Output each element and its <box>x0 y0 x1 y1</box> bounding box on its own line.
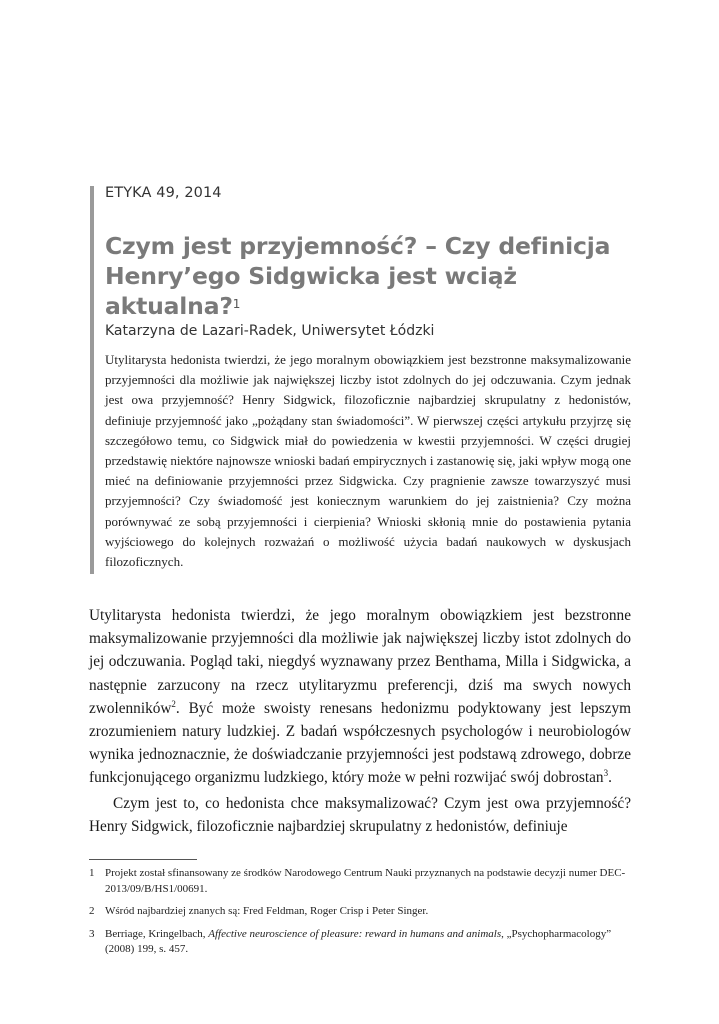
abstract: Utylitarysta hedonista twierdzi, że jego moralnym obowiązkiem jest bezstronne maksymalizowanie przyjemności dla możliwie jak największej liczby istot zdolnych do jej odczuwania. Czym jednak jest owa przyjemność? Henry Sidgwick, filozoficznie najbardziej skrupulatny z hedonistów, definiuje przyjemność jako „pożądany stan świadomości”. W pierwszej części artykułu przyjrzę się szczegółowo temu, co Sidgwick miał do powiedzenia w kwestii przyjemności. W części drugiej przedstawię niektóre najnowsze wnioski badań empirycznych i zastanowię się, jaki wpływ mogą one mieć na definiowanie przyjemności przez Sidgwicka. Czy pragnienie zawsze towarzyszyć musi przyjemności? Czy świadomość jest koniecznym warunkiem do jej zaistnienia? Czy można porównywać ze sobą przyjemności i cierpienia? Wnioski skłonią mnie do postawienia pytania wyjściowego do kolejnych rozważań o możliwość użycia badań naukowych w dyskusjach filozoficznych. <box>105 352 631 570</box>
footnote-work-title: Affective neuroscience of pleasure: reward in humans and animals <box>208 927 502 940</box>
title-footnote-ref[interactable]: 1 <box>232 297 241 311</box>
author-affiliation: Katarzyna de Lazari-Radek, Uniwersytet Łódzki <box>105 323 435 339</box>
footnote-1 <box>89 866 631 897</box>
paragraph-1 <box>89 604 631 790</box>
header-accent-bar <box>90 186 94 574</box>
footnote-number: 1 <box>89 867 95 879</box>
footnote-text: Wśród najbardziej znanych są: Fred Feldman, Roger Crisp i Peter Singer. <box>105 905 429 917</box>
footnote-text: Projekt został sfinansowany ze środków Narodowego Centrum Nauki przyznanych na podstawie decyzji numer DEC-2013/09/B/HS1/00691. <box>105 867 626 895</box>
article-title-line2: Henry’ego Sidgwicka jest wciąż aktualna? <box>105 262 517 320</box>
footnote-text <box>105 927 631 958</box>
paragraph-2: Czym jest to, co hedonista chce maksymalizować? Czym jest owa przyjemność? Henry Sidgwick, filozoficznie najbardziej skrupulatny z hedonistów, definiuje <box>89 794 631 835</box>
footnote-ref-2[interactable]: 2 <box>171 698 176 709</box>
footnotes <box>89 866 631 965</box>
footnote-3 <box>89 927 631 958</box>
footnote-ref-3[interactable]: 3 <box>603 768 609 779</box>
footnote-number: 3 <box>89 927 95 940</box>
article-title <box>105 231 645 321</box>
footnote-separator <box>89 859 197 860</box>
paragraph-1-part-c: . <box>608 769 612 787</box>
main-text <box>89 604 631 838</box>
footnote-source: , „Psychopharmacology” (2008) 199, s. 457. <box>105 927 612 955</box>
footnote-authors: Berriage, Kringelbach, <box>105 927 209 940</box>
article-title-line1: Czym jest przyjemność? – Czy definicja <box>105 232 611 260</box>
paragraph-1-part-b: . Być może swoisty renesans hedonizmu podyktowany jest lepszym zrozumieniem natury ludzkiej. Z badań współczesnych psychologów i neurobiologów wynika jednoznacznie, że doświadczanie przyjemności jest podstawą zdrowego, dobrze funkcjonującego organizmu ludzkiego, który może w pełni rozwijać swój dobrostan <box>89 699 631 787</box>
footnote-number: 2 <box>89 905 95 917</box>
footnote-2 <box>89 904 631 920</box>
journal-issue: ETYKA 49, 2014 <box>105 185 222 201</box>
paragraph-1-part-a: Utylitarysta hedonista twierdzi, że jego moralnym obowiązkiem jest bezstronne maksymalizowanie przyjemności dla możliwie jak największej liczby istot zdolnych do jej odczuwania. Pogląd taki, niegdyś wyznawany przez Benthama, Milla i Sidgwicka, a następnie zarzucony na rzecz utylitaryzmu preferencji, dziś ma swych nowych zwolenników <box>89 607 631 717</box>
article-header <box>105 185 645 339</box>
